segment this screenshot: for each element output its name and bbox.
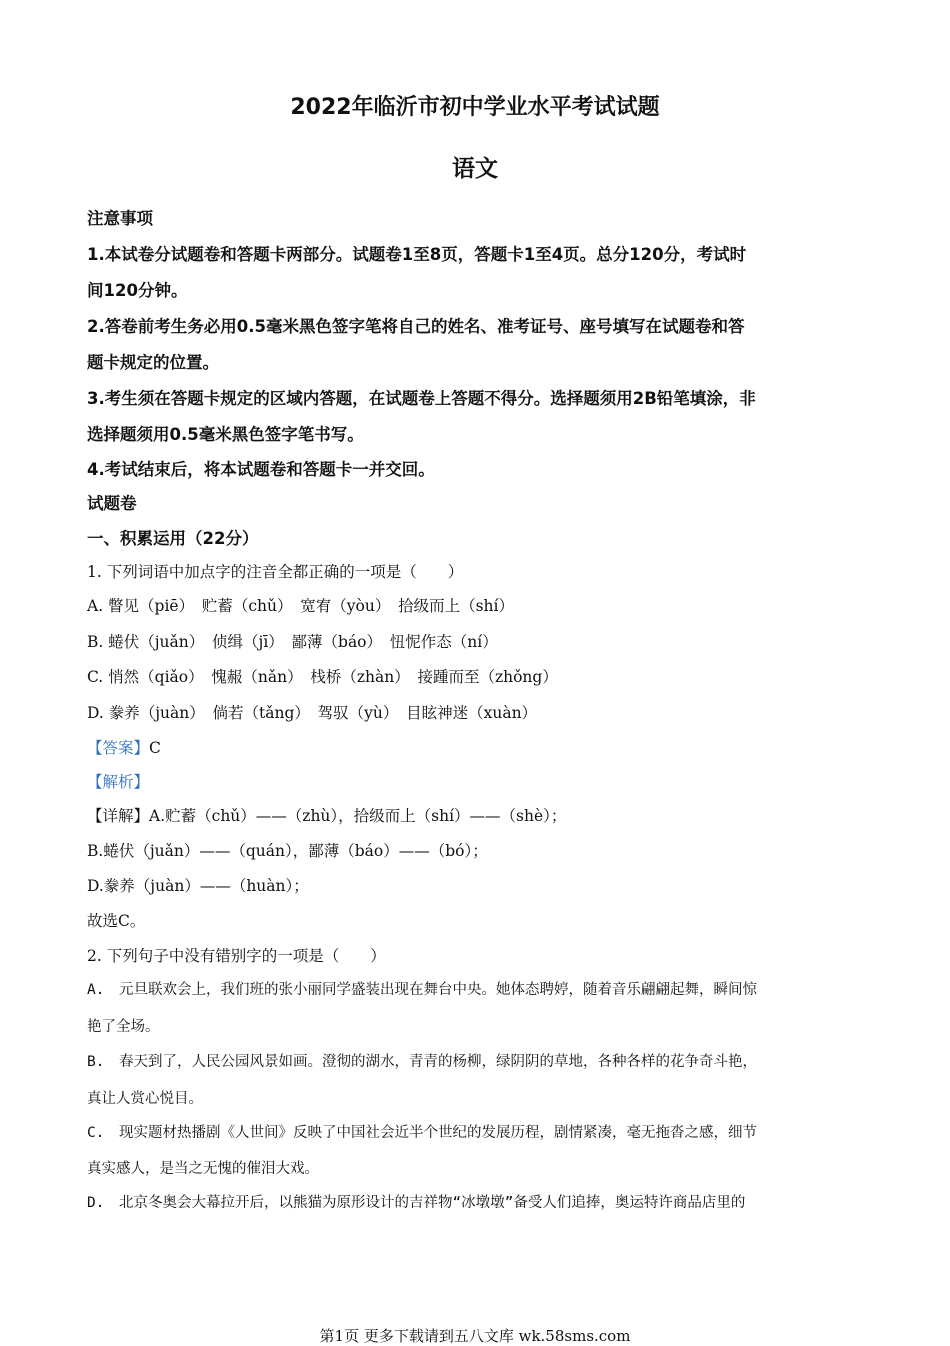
question-1-stem: 1. 下列词语中加点字的注音全都正确的一项是（ ） (87, 563, 464, 581)
analysis-label: 【解析】 (87, 773, 150, 791)
question-1-option-c: C. 悄然（qiǎo） 愧赧（nǎn） 栈桥（zhàn） 接踵而至（zhǒng） (87, 668, 558, 686)
detail-row (87, 804, 566, 826)
question-2-option-a-cont: 艳了全场。 (87, 1019, 160, 1035)
notice-line: 题卡规定的位置。 (87, 353, 219, 372)
notice-line: 选择题须用0.5毫米黑色签字笔书写。 (87, 425, 364, 444)
section-heading: 一、积累运用（22分） (87, 529, 259, 548)
answer-row (87, 736, 161, 758)
notice-heading: 注意事项 (87, 209, 153, 228)
notice-line: 2.答卷前考生务必用0.5毫米黑色签字笔将自己的姓名、准考证号、座号填写在试题卷和答 (87, 317, 745, 336)
question-2-option-b: B. 春天到了，人民公园风景如画。澄彻的湖水，青青的杨柳，绿阴阴的草地，各种各样的花争奇斗艳， (87, 1054, 757, 1070)
question-2-option-c: C. 现实题材热播剧《人世间》反映了中国社会近半个世纪的发展历程，剧情紧凑，毫无拖沓之感，细节 (87, 1125, 757, 1141)
detail-line: D.豢养（juàn）——（huàn）； (87, 877, 309, 895)
notice-line: 3.考生须在答题卡规定的区域内答题，在试题卷上答题不得分。选择题须用2B铅笔填涂，非 (87, 389, 756, 408)
question-1-option-b: B. 蜷伏（juǎn） 侦缉（jī） 鄙薄（báo） 忸怩作态（ní） (87, 633, 498, 651)
question-1-option-a: A. 瞥见（piē） 贮蓄（chǔ） 宽宥（yòu） 拾级而上（shí） (87, 597, 514, 615)
notice-line: 4.考试结束后，将本试题卷和答题卡一并交回。 (87, 460, 435, 479)
subject-title: 语文 (452, 156, 498, 182)
question-1-option-d: D. 豢养（juàn） 倘若（tǎng） 驾驭（yù） 目眩神迷（xuàn） (87, 704, 538, 722)
question-2-stem: 2. 下列句子中没有错别字的一项是（ ） (87, 947, 386, 965)
answer-value: C (149, 739, 161, 757)
question-2-option-c-cont: 真实感人，是当之无愧的催泪大戏。 (87, 1161, 319, 1177)
detail-line: A.贮蓄（chǔ）——（zhù），拾级而上（shí）——（shè）； (149, 807, 567, 825)
detail-line: B.蜷伏（juǎn）——（quán），鄙薄（báo）——（bó）； (87, 842, 488, 860)
exam-title: 2022年临沂市初中学业水平考试试题 (290, 95, 660, 120)
notice-line: 间120分钟。 (87, 281, 188, 300)
detail-label: 【详解】 (87, 807, 150, 825)
answer-label: 【答案】 (87, 739, 150, 757)
paper-label: 试题卷 (87, 494, 137, 513)
question-2-option-d: D. 北京冬奥会大幕拉开后，以熊猫为原形设计的吉祥物“冰墩墩”备受人们追捧，奥运特许商品店里的 (87, 1195, 746, 1211)
question-2-option-a: A. 元旦联欢会上，我们班的张小丽同学盛装出现在舞台中央。她体态聘婷，随着音乐翩翩起舞，瞬间惊 (87, 982, 757, 998)
question-2-option-b-cont: 真让人赏心悦目。 (87, 1091, 203, 1107)
notice-line: 1.本试卷分试题卷和答题卡两部分。试题卷1至8页，答题卡1至4页。总分120分，考试时 (87, 245, 747, 264)
page-footer: 第1页 更多下载请到五八文库 wk.58sms.com (319, 1327, 631, 1345)
conclusion-line: 故选C。 (87, 912, 146, 930)
